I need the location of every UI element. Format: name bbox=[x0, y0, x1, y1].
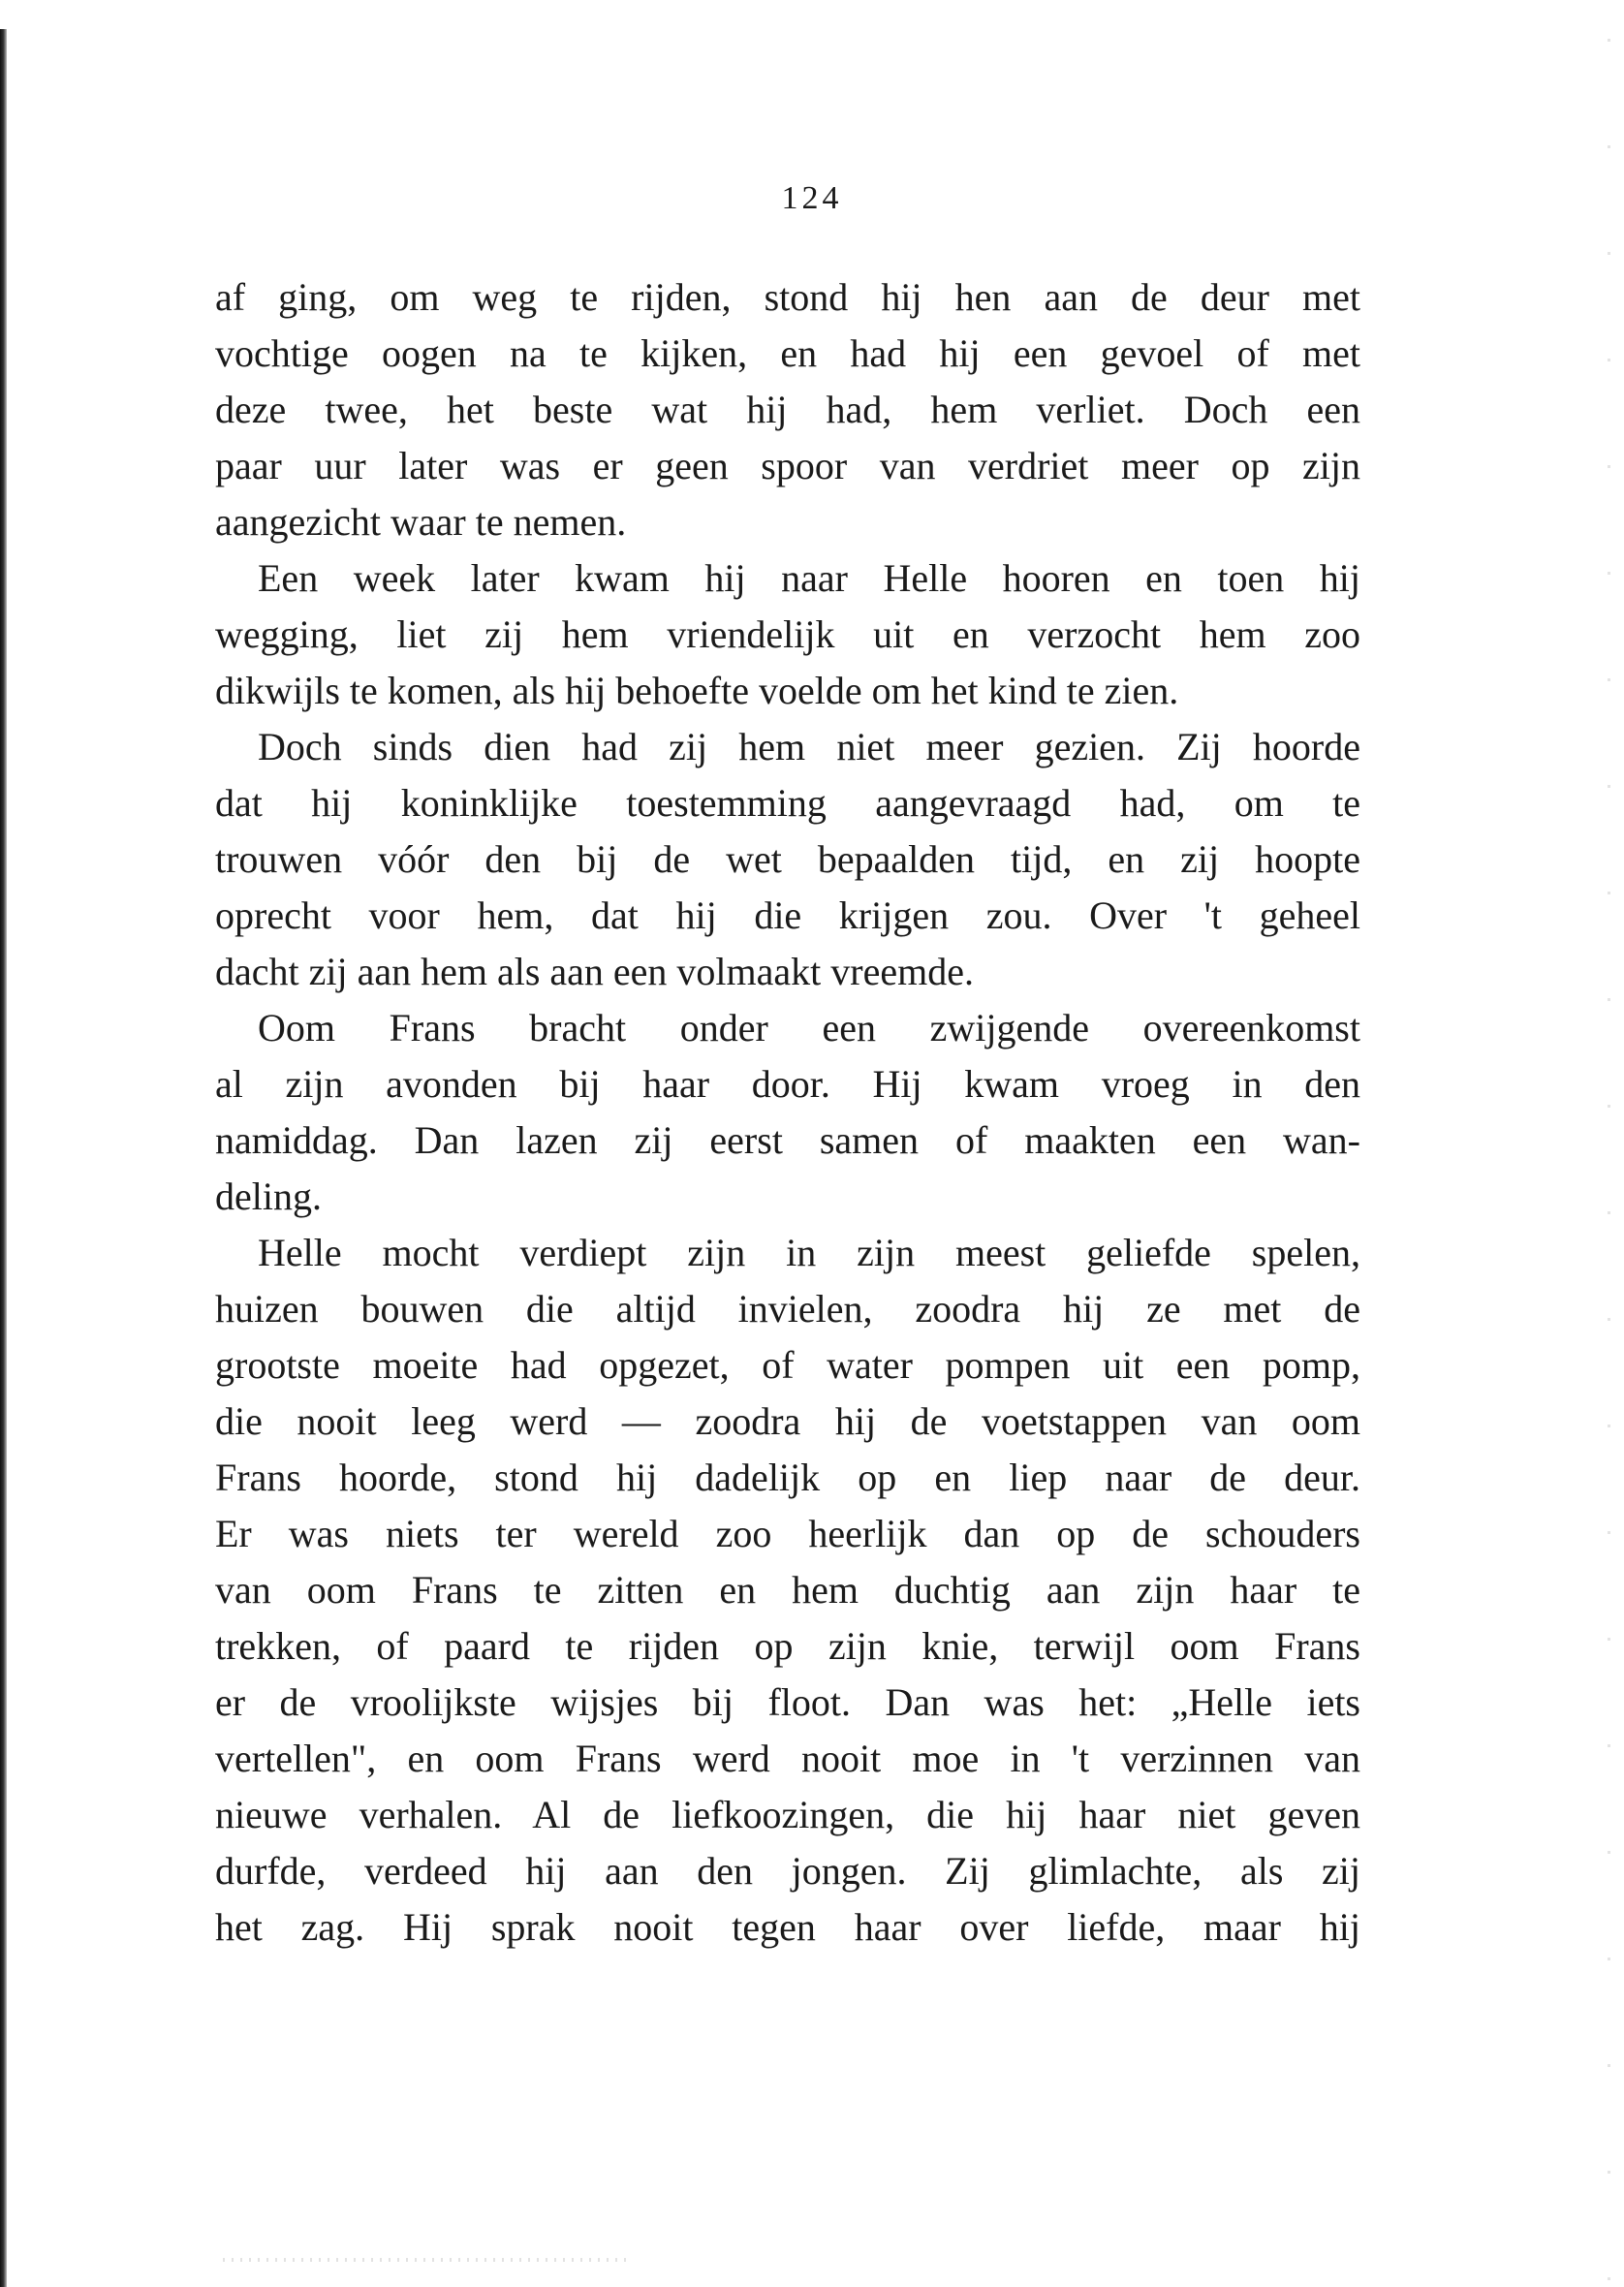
text-line: vochtige oogen na te kijken, en had hij een gevoel of met bbox=[215, 331, 1360, 375]
text-line: Helle mocht verdiept zijn in zijn meest geliefde spelen, bbox=[258, 1231, 1360, 1274]
text-line: oprecht voor hem, dat hij die krijgen zou. Over 't geheel bbox=[215, 893, 1360, 937]
scan-specks-bottom bbox=[223, 2258, 630, 2262]
text-line: af ging, om weg te rijden, stond hij hen aan de deur met bbox=[215, 275, 1360, 319]
text-line: er de vroolijkste wijsjes bij floot. Dan was het: „Helle iets bbox=[215, 1680, 1360, 1724]
scan-specks bbox=[1608, 0, 1610, 2287]
page-number: 124 bbox=[781, 180, 843, 216]
text-line: wegging, liet zij hem vriendelijk uit en verzocht hem zoo bbox=[215, 612, 1360, 656]
text-line: vertellen", en oom Frans werd nooit moe in 't verzinnen van bbox=[215, 1737, 1360, 1780]
text-line: deling. bbox=[215, 1175, 322, 1218]
body-text bbox=[215, 269, 1360, 1956]
text-line: dacht zij aan hem als aan een volmaakt vreemde. bbox=[215, 950, 974, 993]
text-line: Oom Frans bracht onder een zwijgende overeenkomst bbox=[258, 1006, 1360, 1050]
text-line: aangezicht waar te nemen. bbox=[215, 500, 627, 544]
text-line: trouwen vóór den bij de wet bepaalden tijd, en zij hoopte bbox=[215, 837, 1360, 881]
text-line: Een week later kwam hij naar Helle hooren en toen hij bbox=[258, 556, 1360, 600]
text-line: namiddag. Dan lazen zij eerst samen of maakten een wan- bbox=[215, 1118, 1360, 1162]
text-line: huizen bouwen die altijd invielen, zoodra hij ze met de bbox=[215, 1287, 1360, 1331]
text-line: grootste moeite had opgezet, of water pompen uit een pomp, bbox=[215, 1343, 1360, 1387]
text-line: deze twee, het beste wat hij had, hem verliet. Doch een bbox=[215, 388, 1360, 431]
text-line: al zijn avonden bij haar door. Hij kwam vroeg in den bbox=[215, 1062, 1360, 1106]
text-line: van oom Frans te zitten en hem duchtig aan zijn haar te bbox=[215, 1568, 1360, 1612]
text-line: Er was niets ter wereld zoo heerlijk dan op de schouders bbox=[215, 1512, 1360, 1555]
text-line: Frans hoorde, stond hij dadelijk op en liep naar de deur. bbox=[215, 1456, 1360, 1499]
text-line: durfde, verdeed hij aan den jongen. Zij glimlachte, als zij bbox=[215, 1849, 1360, 1893]
text-line: Doch sinds dien had zij hem niet meer gezien. Zij hoorde bbox=[258, 725, 1360, 768]
text-line: nieuwe verhalen. Al de liefkoozingen, die hij haar niet geven bbox=[215, 1793, 1360, 1836]
text-line: paar uur later was er geen spoor van verdriet meer op zijn bbox=[215, 444, 1360, 487]
text-line: dikwijls te komen, als hij behoefte voelde om het kind te zien. bbox=[215, 669, 1179, 712]
text-line: die nooit leeg werd — zoodra hij de voetstappen van oom bbox=[215, 1399, 1360, 1443]
text-line: dat hij koninklijke toestemming aangevraagd had, om te bbox=[215, 781, 1360, 825]
text-line: trekken, of paard te rijden op zijn knie, terwijl oom Frans bbox=[215, 1624, 1360, 1668]
text-line: het zag. Hij sprak nooit tegen haar over liefde, maar hij bbox=[215, 1905, 1360, 1949]
binding-shadow bbox=[0, 29, 7, 2287]
